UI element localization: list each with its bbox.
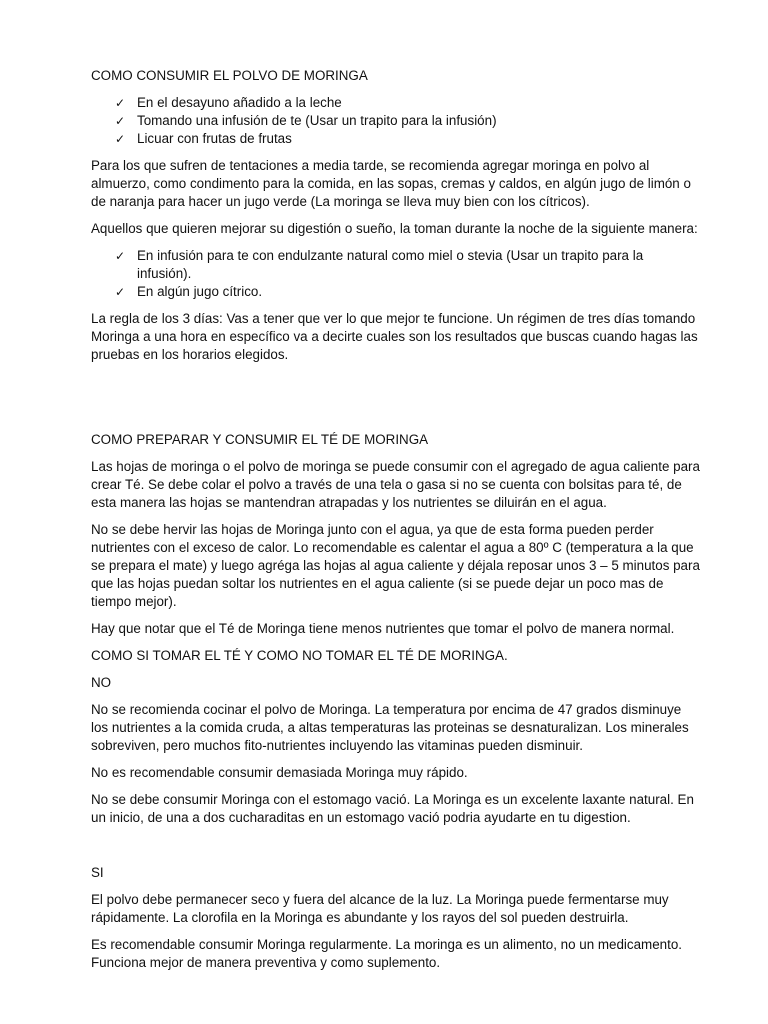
paragraph: Es recomendable consumir Moringa regularmente. La moringa es un alimento, no un medicamento. Funciona mejor de manera preventiva y como suplemento. <box>91 937 682 970</box>
checkmark-icon: ✓ <box>115 285 126 299</box>
paragraph: No es recomendable consumir demasiada Moringa muy rápido. <box>91 765 468 780</box>
list-item-text: En algún jugo cítrico. <box>137 284 263 299</box>
list-item-text: En el desayuno añadido a la leche <box>137 95 342 110</box>
list-item <box>91 94 701 112</box>
paragraph: Para los que sufren de tentaciones a media tarde, se recomienda agregar moringa en polvo al almuerzo, como condimento para la comida, en las sopas, cremas y caldos, en algún jugo de limón o de naranja para hacer un jugo verde (La moringa se lleva muy bien con los cítricos). <box>91 158 691 209</box>
checklist-consumir <box>91 94 701 148</box>
paragraph: Aquellos que quieren mejorar su digestión o sueño, la toman durante la noche de la siguiente manera: <box>91 221 698 236</box>
list-item-text: Tomando una infusión de te (Usar un trapito para la infusión) <box>137 113 497 128</box>
paragraph: No se debe hervir las hojas de Moringa junto con el agua, ya que de esta forma pueden perder nutrientes con el exceso de calor. Lo recomendable es calentar el agua a 80º C (temperatura a la que se prepara el mate) y luego agréga las hojas al agua caliente y déjala reposar unos 3 – 5 minutos para que las hojas puedan soltar los nutrientes en el agua caliente (si se puede dejar un poco mas de tiempo mejor). <box>91 522 700 609</box>
section-label-no: NO <box>91 675 112 690</box>
list-item <box>91 130 701 148</box>
section-label-si: SI <box>91 865 104 880</box>
section-heading-consumir: COMO CONSUMIR EL POLVO DE MORINGA <box>91 68 368 83</box>
blank-space <box>91 836 701 864</box>
checkmark-icon: ✓ <box>115 114 126 128</box>
paragraph: Hay que notar que el Té de Moringa tiene menos nutrientes que tomar el polvo de manera normal. <box>91 621 675 636</box>
list-item <box>91 112 701 130</box>
checkmark-icon: ✓ <box>115 132 126 146</box>
checkmark-icon: ✓ <box>115 96 126 110</box>
list-item-text: Licuar con frutas de frutas <box>137 131 292 146</box>
paragraph: La regla de los 3 días: Vas a tener que ver lo que mejor te funcione. Un régimen de tres días tomando Moringa a una hora en específico va a decirte cuales son los resultados que buscas cuando hagas las pruebas en los horarios elegidos. <box>91 311 698 362</box>
document-page <box>91 67 701 981</box>
section-heading-te: COMO PREPARAR Y CONSUMIR EL TÉ DE MORINGA <box>91 432 429 447</box>
paragraph: No se recomienda cocinar el polvo de Moringa. La temperatura por encima de 47 grados disminuye los nutrientes a la comida cruda, a altas temperaturas las proteinas se desnaturalizan. Los minerales sobreviven, pero muchos fito-nutrientes incluyendo las vitaminas pueden disminuir. <box>91 702 689 753</box>
paragraph: Las hojas de moringa o el polvo de moringa se puede consumir con el agregado de agua caliente para crear Té. Se debe colar el polvo a través de una tela o gasa si no se cuenta con bolsitas para té, de esta manera las hojas se mantendran atrapadas y los nutrientes se diluirán en el agua. <box>91 459 700 510</box>
list-item-text: En infusión para te con endulzante natural como miel o stevia (Usar un trapito para la infusión). <box>137 248 644 281</box>
list-item <box>91 283 701 301</box>
list-item <box>91 247 701 283</box>
blank-space <box>91 373 701 431</box>
paragraph: El polvo debe permanecer seco y fuera del alcance de la luz. La Moringa puede fermentarse muy rápidamente. La clorofila en la Moringa es abundante y los rayos del sol pueden destruirla. <box>91 892 669 925</box>
paragraph: No se debe consumir Moringa con el estomago vació. La Moringa es un excelente laxante natural. En un inicio, de una a dos cucharaditas en un estomago vació podria ayudarte en tu digestion. <box>91 792 694 825</box>
checklist-noche <box>91 247 701 301</box>
checkmark-icon: ✓ <box>115 249 126 263</box>
paragraph: COMO SI TOMAR EL TÉ Y COMO NO TOMAR EL TÉ DE MORINGA. <box>91 648 508 663</box>
